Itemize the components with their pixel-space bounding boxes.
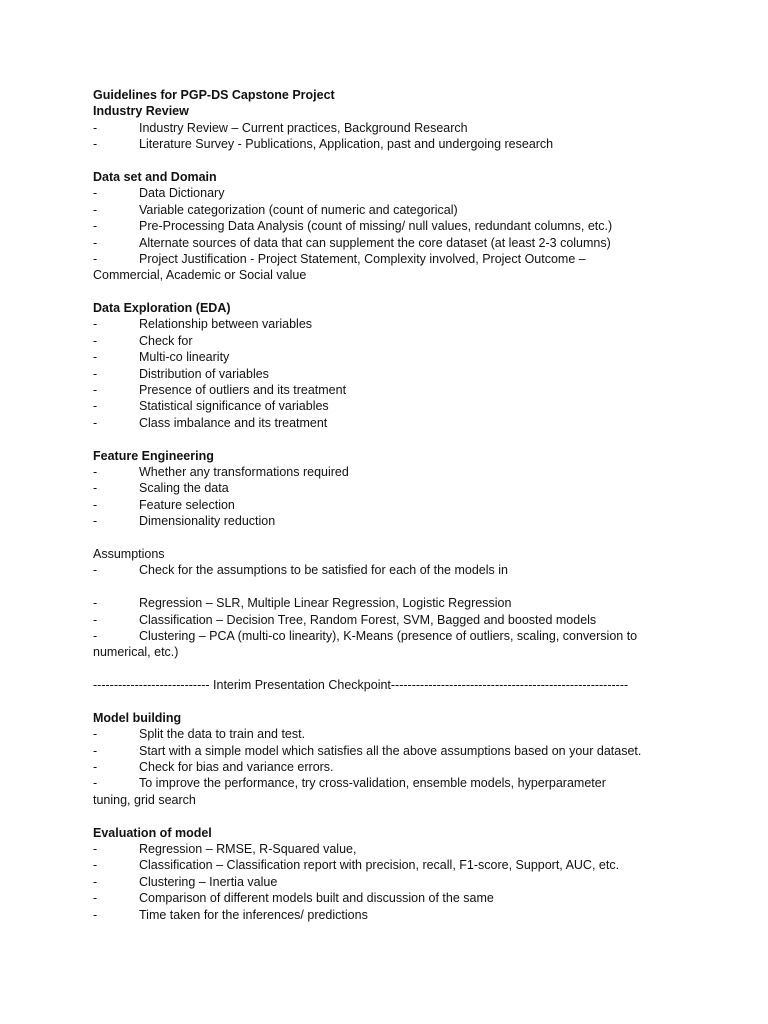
bullet-dash: -	[93, 333, 98, 348]
bullet-dash: -	[93, 743, 98, 758]
section-heading-data-set-and-domain: Data set and Domain	[93, 169, 217, 184]
checkpoint-divider: ---------------------------- Interim Presentation Checkpoint---------------------------------------------------------	[93, 678, 629, 693]
bullet-dash: -	[93, 186, 98, 201]
bullet-dash: -	[93, 514, 98, 529]
list-item: - To improve the performance, try cross-validation, ensemble models, hyperparameter	[93, 776, 606, 791]
bullet-dash: -	[93, 841, 98, 856]
bullet-dash: -	[93, 628, 98, 643]
section-heading-assumptions: Assumptions	[93, 546, 165, 561]
section-heading-evaluation-of-model: Evaluation of model	[93, 825, 212, 840]
bullet-dash: -	[93, 383, 98, 398]
bullet-dash: -	[93, 874, 98, 889]
list-item-continuation: numerical, etc.)	[93, 645, 179, 660]
bullet-dash: -	[93, 776, 98, 791]
list-item: - Regression – RMSE, R-Squared value,	[93, 841, 357, 856]
bullet-dash: -	[93, 251, 98, 266]
list-item: - Comparison of different models built and discussion of the same	[93, 891, 494, 906]
bullet-dash: -	[93, 415, 98, 430]
bullet-dash: -	[93, 219, 98, 234]
list-item: - Clustering – PCA (multi-co linearity), K-Means (presence of outliers, scaling, conversion to	[93, 628, 638, 643]
list-item: - Pre-Processing Data Analysis (count of missing/ null values, redundant columns, etc.)	[93, 219, 613, 234]
bullet-dash: -	[93, 399, 98, 414]
document-body	[93, 87, 703, 923]
bullet-dash: -	[93, 858, 98, 873]
section-heading-feature-engineering: Feature Engineering	[93, 448, 214, 463]
list-item: - Check for bias and variance errors.	[93, 760, 334, 775]
list-item: - Split the data to train and test.	[93, 727, 306, 742]
bullet-dash: -	[93, 350, 98, 365]
list-item: - Regression – SLR, Multiple Linear Regression, Logistic Regression	[93, 596, 512, 611]
bullet-dash: -	[93, 563, 98, 578]
bullet-dash: -	[93, 891, 98, 906]
bullet-dash: -	[93, 596, 98, 611]
list-item: - Data Dictionary	[93, 186, 225, 201]
list-item: - Whether any transformations required	[93, 464, 349, 479]
list-item-continuation: Commercial, Academic or Social value	[93, 268, 307, 283]
list-item: - Class imbalance and its treatment	[93, 415, 328, 430]
section-heading-model-building: Model building	[93, 710, 182, 725]
list-item: - Feature selection	[93, 497, 235, 512]
bullet-dash: -	[93, 760, 98, 775]
list-item: - Multi-co linearity	[93, 350, 230, 365]
list-item: - Start with a simple model which satisfies all the above assumptions based on your dataset.	[93, 743, 642, 758]
list-item: - Statistical significance of variables	[93, 399, 329, 414]
list-item: - Clustering – Inertia value	[93, 874, 278, 889]
bullet-dash: -	[93, 120, 98, 135]
list-item: - Variable categorization (count of numeric and categorical)	[93, 202, 458, 217]
bullet-dash: -	[93, 464, 98, 479]
bullet-dash: -	[93, 612, 98, 627]
bullet-dash: -	[93, 202, 98, 217]
list-item-continuation: tuning, grid search	[93, 792, 196, 807]
bullet-dash: -	[93, 317, 98, 332]
bullet-dash: -	[93, 907, 98, 922]
list-item: - Scaling the data	[93, 481, 229, 496]
bullet-dash: -	[93, 497, 98, 512]
list-item: - Relationship between variables	[93, 317, 313, 332]
list-item: - Project Justification - Project Statement, Complexity involved, Project Outcome –	[93, 251, 586, 266]
list-item: - Literature Survey - Publications, Application, past and undergoing research	[93, 137, 554, 152]
section-heading-industry-review: Industry Review	[93, 104, 189, 119]
list-item: - Time taken for the inferences/ predictions	[93, 907, 368, 922]
bullet-dash: -	[93, 366, 98, 381]
document-title: Guidelines for PGP-DS Capstone Project	[93, 88, 335, 102]
bullet-dash: -	[93, 481, 98, 496]
list-item: - Classification – Decision Tree, Random Forest, SVM, Bagged and boosted models	[93, 612, 597, 627]
list-item: - Presence of outliers and its treatment	[93, 383, 347, 398]
bullet-dash: -	[93, 137, 98, 152]
bullet-dash: -	[93, 235, 98, 250]
bullet-dash: -	[93, 727, 98, 742]
list-item: - Distribution of variables	[93, 366, 269, 381]
section-heading-data-exploration: Data Exploration (EDA)	[93, 301, 231, 316]
list-item: - Classification – Classification report with precision, recall, F1-score, Support, AUC, etc.	[93, 858, 620, 873]
list-item: - Alternate sources of data that can supplement the core dataset (at least 2-3 columns)	[93, 235, 611, 250]
list-item: - Check for	[93, 333, 193, 348]
list-item: - Check for the assumptions to be satisfied for each of the models in	[93, 563, 508, 578]
list-item: - Dimensionality reduction	[93, 514, 276, 529]
list-item: - Industry Review – Current practices, Background Research	[93, 120, 468, 135]
